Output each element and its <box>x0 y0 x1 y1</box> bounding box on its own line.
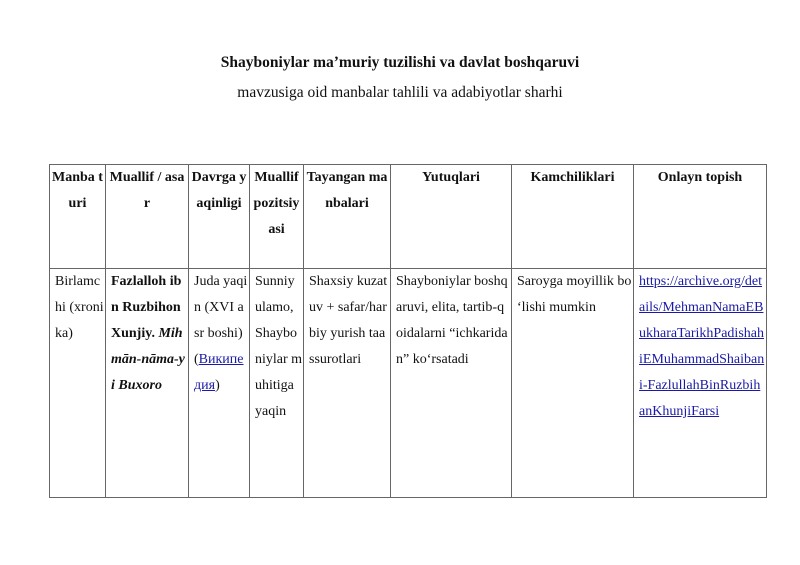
work-title: Mihmān-nāma-yi Buxoro <box>111 326 185 393</box>
header-cell: Kamchiliklari <box>512 165 634 269</box>
document-subtitle: mavzusiga oid manbalar tahlili va adabiyotlar sharhi <box>237 84 563 101</box>
header-cell: Davrga yaqinligi <box>189 165 250 269</box>
header-cell: Manba turi <box>50 165 106 269</box>
shortcomings-cell: Saroyga moyillik boʻlishi mumkin <box>512 269 634 498</box>
author-position-cell: Sunniy ulamo, Shayboniylar muhitiga yaqin <box>250 269 304 498</box>
online-cell <box>634 269 767 498</box>
proximity-cell <box>189 269 250 498</box>
wikipedia-link[interactable]: Википедия <box>194 352 244 393</box>
author-name: Fazlalloh ibn Ruzbihon Xunjiy. <box>111 274 182 341</box>
paren-close: ) <box>215 378 220 393</box>
table-header-row <box>50 165 767 269</box>
author-work-cell <box>106 269 189 498</box>
achievements-cell: Shayboniylar boshqaruvi, elita, tartib-qoidalarni “ichkaridan” koʻrsatadi <box>391 269 512 498</box>
sources-cell: Shaxsiy kuzatuv + safar/harbiy yurish taassurotlari <box>304 269 391 498</box>
proximity-text: Juda yaqin (XVI asr boshi) <box>194 274 248 341</box>
source-type-cell: Birlamchi (xronika) <box>50 269 106 498</box>
header-cell: Tayangan manbalari <box>304 165 391 269</box>
document-title: Shayboniylar ma’muriy tuzilishi va davlat boshqaruvi <box>220 54 580 71</box>
archive-link[interactable]: https://archive.org/details/MehmanNamaEBukharaTarikhPadishahiEMuhammadShaibani-FazlullahBinRuzbihanKhunjiFarsi <box>639 274 765 419</box>
header-cell: Muallif pozitsiyasi <box>250 165 304 269</box>
paren-open: ( <box>194 352 199 367</box>
sources-table <box>49 164 767 498</box>
header-cell: Yutuqlari <box>391 165 512 269</box>
table-row <box>50 269 767 498</box>
header-cell: Muallif / asar <box>106 165 189 269</box>
header-cell: Onlayn topish <box>634 165 767 269</box>
